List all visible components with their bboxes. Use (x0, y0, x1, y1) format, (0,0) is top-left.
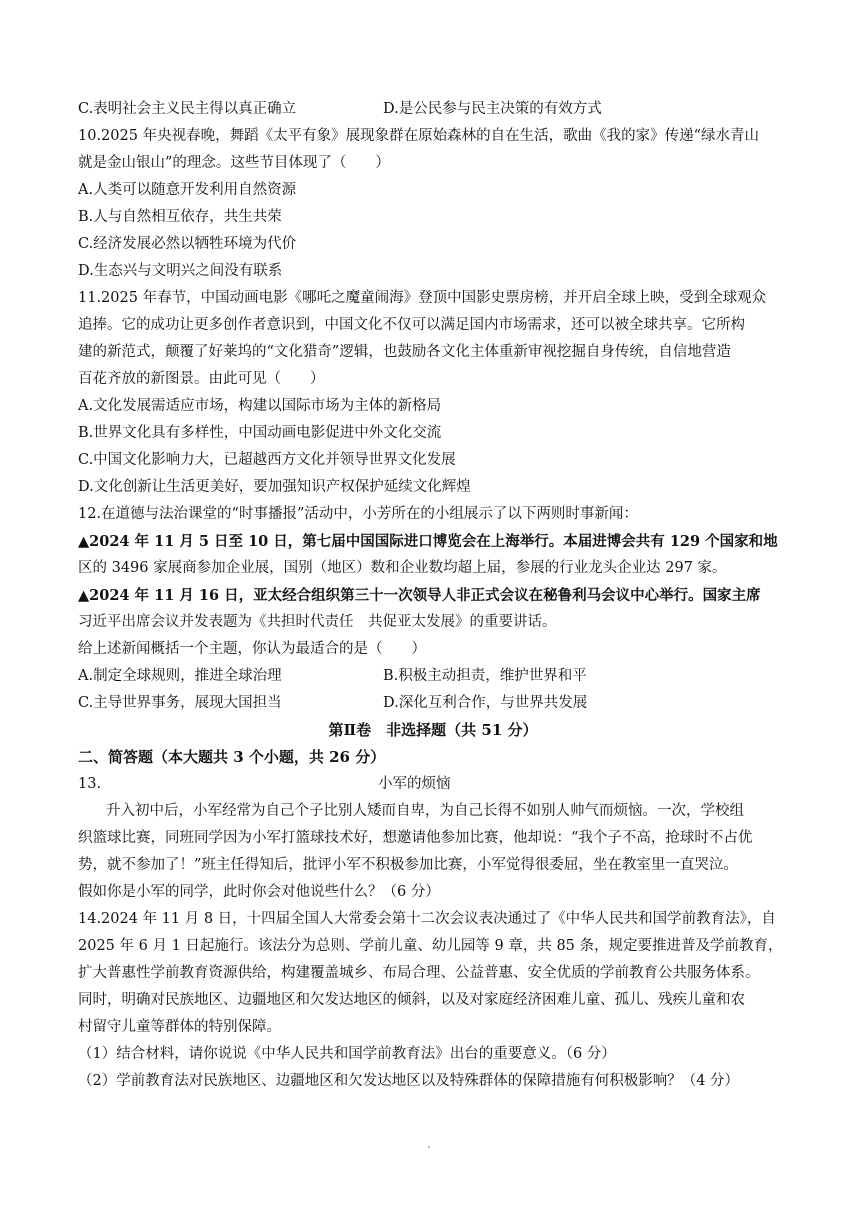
q12-ask: 给上述新闻概括一个主题，你认为最适合的是（ ） (78, 641, 426, 657)
question-13 (78, 771, 788, 906)
q12-option-c: C.主导世界事务，展现大国担当 (78, 695, 282, 711)
q11-stem-line-1: 11.2025 年春节，中国动画电影《哪吒之魔童闹海》登顶中国影史票房榜，并开启全球上映，受到全球观众 (78, 290, 767, 306)
q10-option-a: A.人类可以随意开发利用自然资源 (78, 182, 297, 198)
q13-header (78, 771, 788, 798)
part-2-title: 第Ⅱ卷 非选择题（共 51 分） (328, 721, 538, 739)
q9-options-cd (78, 96, 788, 123)
q10-option-c: C.经济发展必然以牺牲环境为代价 (78, 236, 297, 252)
q14-sub-question-2: （2）学前教育法对民族地区、边疆地区和欠发达地区以及特殊群体的保障措施有何积极影响？（4 分） (78, 1073, 740, 1089)
q12-news-1-line-2: 区的 3496 家展商参加企业展，国别（地区）数和企业数均超上届，参展的行业龙头企业达 297 家。 (78, 560, 727, 576)
q13-paragraph-line-1: 升入初中后，小军经常为自己个子比别人矮而自卑，为自己长得不如别人帅气而烦恼。一次，学校组 (106, 803, 744, 819)
q11-stem-line-4: 百花齐放的新图景。由此可见（ ） (78, 371, 325, 387)
q14-line-4: 同时，明确对民族地区、边疆地区和欠发达地区的倾斜，以及对家庭经济困难儿童、孤儿、残疾儿童和农 (78, 992, 745, 1008)
q13-paragraph-line-2: 织篮球比赛，同班同学因为小军打篮球技术好，想邀请他参加比赛，他却说：“我个子不高，抢球时不占优 (78, 830, 753, 846)
section-2-title: 二、简答题（本大题共 3 个小题，共 26 分） (78, 748, 386, 766)
q13-ask: 假如你是小军的同学，此时你会对他说些什么？（6 分） (78, 884, 440, 900)
q12-option-b: B.积极主动担责，维护世界和平 (383, 668, 587, 684)
scan-speck (428, 1146, 430, 1148)
q12-news-1-line-1: ▲2024 年 11 月 5 日至 10 日，第七届中国国际进口博览会在上海举行。本届进博会共有 129 个国家和地 (78, 533, 778, 550)
q12-option-d: D.深化互利合作，与世界共发展 (383, 695, 588, 711)
question-10 (78, 123, 788, 285)
question-12 (78, 501, 788, 717)
q14-line-3: 扩大普惠性学前教育资源供给，构建覆盖城乡、布局合理、公益普惠、安全优质的学前教育公共服务体系。 (78, 965, 760, 981)
q11-option-a: A.文化发展需适应市场，构建以国际市场为主体的新格局 (78, 398, 442, 414)
q12-news-2-line-1: ▲2024 年 11 月 16 日，亚太经合组织第三十一次领导人非正式会议在秘鲁利马会议中心举行。国家主席 (78, 587, 761, 604)
q13-title: 小军的烦恼 (378, 776, 451, 792)
q12-options-cd (78, 690, 788, 717)
question-14 (78, 906, 788, 1095)
question-11 (78, 285, 788, 501)
q11-option-d: D.文化创新让生活更美好，要加强知识产权保护延续文化辉煌 (78, 479, 471, 495)
q13-paragraph-line-3: 势，就不参加了！”班主任得知后，批评小军不积极参加比赛，小军觉得很委屈，坐在教室里一直哭泣。 (78, 857, 738, 873)
q10-option-d: D.生态兴与文明兴之间没有联系 (78, 263, 283, 279)
q11-option-c: C.中国文化影响力大，已超越西方文化并领导世界文化发展 (78, 452, 456, 468)
q14-sub-question-1: （1）结合材料，请你说说《中华人民共和国学前教育法》出台的重要意义。（6 分） (78, 1046, 616, 1062)
q12-news-2-line-2: 习近平出席会议并发表题为《共担时代责任 共促亚太发展》的重要讲话。 (78, 614, 557, 630)
q10-stem-line-2: 就是金山银山”的理念。这些节目体现了（ ） (78, 155, 390, 171)
q12-stem: 12.在道德与法治课堂的“时事播报”活动中，小芳所在的小组展示了以下两则时事新闻： (78, 506, 638, 522)
q11-stem-line-3: 建的新范式，颠覆了好莱坞的“文化猎奇”逻辑，也鼓励各文化主体重新审视挖掘自身传统，自信地营造 (78, 344, 731, 360)
q14-line-2: 2025 年 6 月 1 日起施行。该法分为总则、学前儿童、幼儿园等 9 章，共 85 条，规定要推进普及学前教育， (78, 938, 783, 954)
q11-option-b: B.世界文化具有多样性，中国动画电影促进中外文化交流 (78, 425, 442, 441)
q12-option-a: A.制定全球规则，推进全球治理 (78, 668, 282, 684)
q14-line-1: 14.2024 年 11 月 8 日，十四届全国人大常委会第十二次会议表决通过了《中华人民共和国学前教育法》，自 (78, 911, 776, 927)
q9-option-d: D.是公民参与民主决策的有效方式 (383, 101, 602, 117)
q11-stem-line-2: 追捧。它的成功让更多创作者意识到，中国文化不仅可以满足国内市场需求，还可以被全球共享。它所构 (78, 317, 745, 333)
q10-option-b: B.人与自然相互依存，共生共荣 (78, 209, 282, 225)
q14-line-5: 村留守儿童等群体的特别保障。 (78, 1019, 281, 1035)
q13-number: 13. (78, 776, 102, 792)
q9-option-c: C.表明社会主义民主得以真正确立 (78, 101, 297, 117)
q12-options-ab (78, 663, 788, 690)
q10-stem-line-1: 10.2025 年央视春晚，舞蹈《太平有象》展现象群在原始森林的自在生活，歌曲《我的家》传递“绿水青山 (78, 128, 759, 144)
exam-page (78, 96, 788, 1095)
